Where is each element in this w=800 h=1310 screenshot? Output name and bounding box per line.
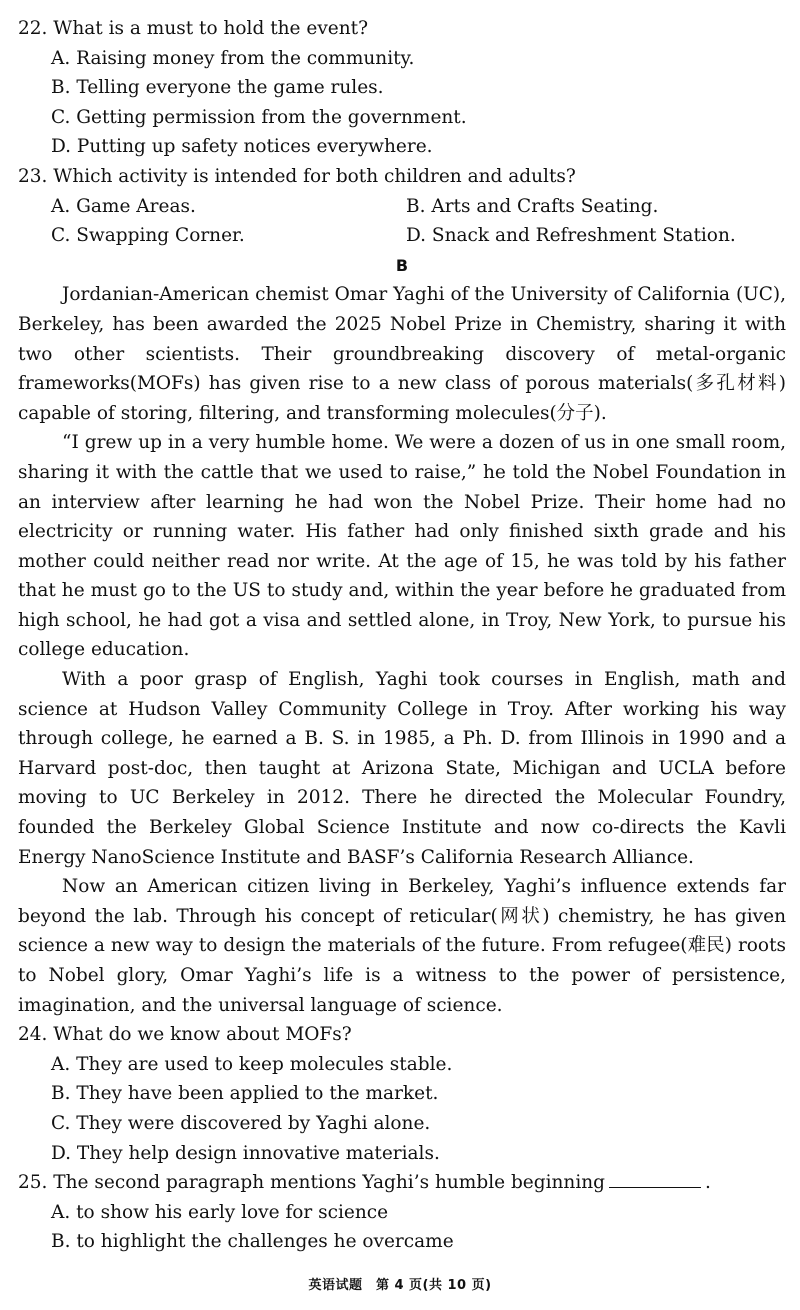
question-25-option-a: A. to show his early love for science — [51, 1201, 389, 1223]
question-23-option-a: A. Game Areas. — [51, 195, 196, 217]
question-25-stem-line — [18, 1168, 786, 1198]
passage-paragraph-3: With a poor grasp of English, Yaghi took courses in English, math and science at Hudson Valley Community College in Troy. After working his way through college, he earned a B. S. in 1985, a Ph. D. from Illinois in 1990 and a Harvard post-doc, then taught at Arizona State, Michigan and UCLA before moving to UC Berkeley in 2012. There he directed the Molecular Foundry, founded the Berkeley Global Science Institute and now co-directs the Kavli Energy NanoScience Institute and BASF’s California Research Alliance. — [18, 669, 786, 868]
section-heading: B — [395, 255, 409, 275]
question-23-options-row-1 — [18, 192, 786, 222]
passage-paragraph-2: “I grew up in a very humble home. We were a dozen of us in one small room, sharing it with the cattle that we used to raise,” he told the Nobel Foundation in an interview after learning he had won the Nobel Prize. Their home had no electricity or running water. His father had only finished sixth grade and his mother could neither read nor write. At the age of 15, he was told by his father that he must go to the US to study and, within the year before he graduated from high school, he had got a visa and settled alone, in Troy, New York, to pursue his college education. — [18, 432, 786, 661]
question-25-option-b: B. to highlight the challenges he overcame — [51, 1231, 454, 1253]
question-23-option-b: B. Arts and Crafts Seating. — [406, 195, 659, 217]
question-23-stem: 23. Which activity is intended for both children and adults? — [18, 165, 576, 187]
question-24-option-a: A. They are used to keep molecules stable. — [51, 1053, 453, 1075]
question-24-option-b: B. They have been applied to the market. — [51, 1083, 439, 1105]
question-25-stem: 25. The second paragraph mentions Yaghi’s humble beginning — [18, 1172, 605, 1194]
question-22-option-b: B. Telling everyone the game rules. — [51, 77, 384, 99]
passage-paragraph-4: Now an American citizen living in Berkeley, Yaghi’s influence extends far beyond the lab. Through his concept of reticular(网状) chemistry, he has given science a new way to design the materials of the future. From refugee(难民) roots to Nobel glory, Omar Yaghi’s life is a witness to the power of persistence, imagination, and the universal language of science. — [18, 876, 786, 1016]
question-24-option-d: D. They help design innovative materials. — [51, 1142, 440, 1164]
question-23-option-c: C. Swapping Corner. — [51, 225, 245, 247]
question-22-option-c: C. Getting permission from the government. — [51, 106, 467, 128]
passage-paragraph-1: Jordanian-American chemist Omar Yaghi of the University of California (UC), Berkeley, has been awarded the 2025 Nobel Prize in Chemistry, sharing it with two other scientists. Their groundbreaking discovery of metal-organic frameworks(MOFs) has given rise to a new class of porous materials(多孔材料) capable of storing, filtering, and transforming molecules(分子). — [18, 284, 786, 424]
question-24-option-c: C. They were discovered by Yaghi alone. — [51, 1112, 431, 1134]
exam-page — [18, 14, 786, 1257]
question-23-options-row-2 — [18, 221, 786, 251]
question-24-stem: 24. What do we know about MOFs? — [18, 1024, 352, 1046]
question-22-option-a: A. Raising money from the community. — [51, 47, 415, 69]
answer-blank — [609, 1169, 701, 1188]
question-23-option-d: D. Snack and Refreshment Station. — [406, 225, 736, 247]
page-footer: 英语试题 第 4 页(共 10 页) — [308, 1278, 492, 1293]
question-25-stem-end: . — [705, 1172, 711, 1194]
question-22-stem: 22. What is a must to hold the event? — [18, 18, 368, 39]
question-22-option-d: D. Putting up safety notices everywhere. — [51, 136, 433, 158]
